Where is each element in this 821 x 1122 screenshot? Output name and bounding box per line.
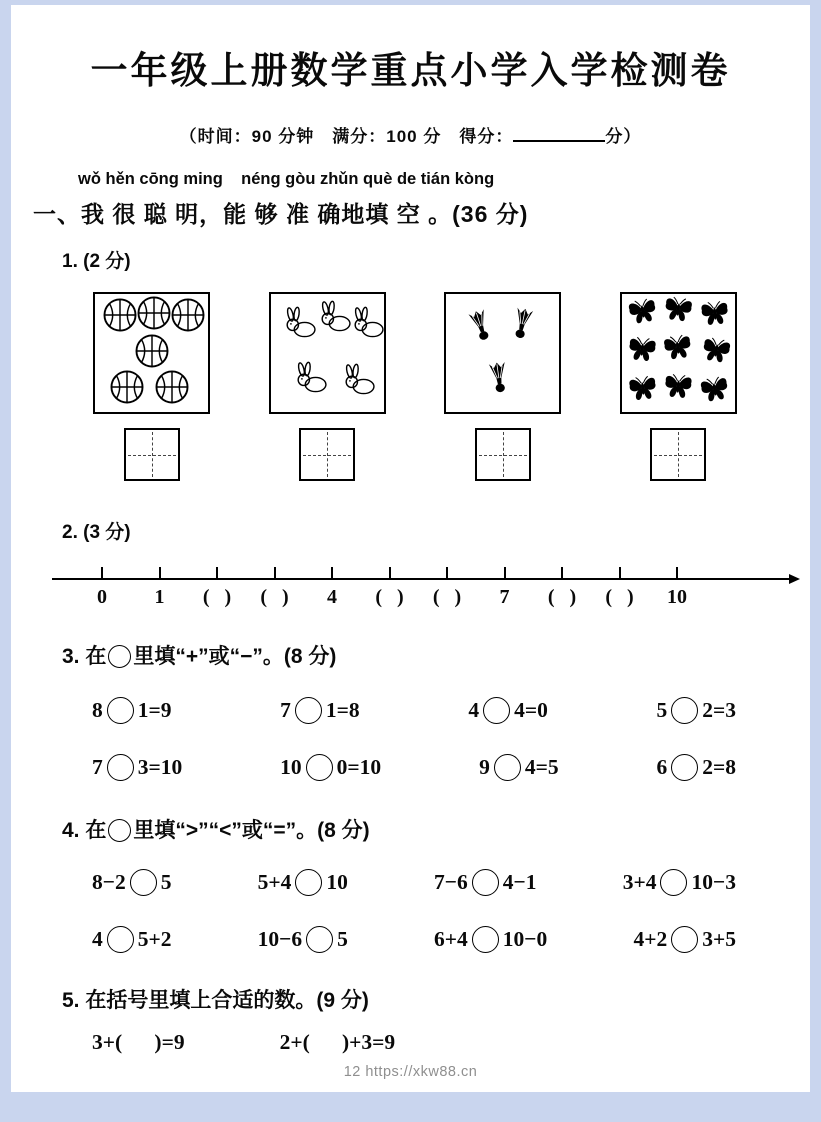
equation-right: 5 <box>160 869 172 894</box>
equation-right: 10−0 <box>502 926 548 951</box>
answer-circle <box>107 926 134 953</box>
q5-equation: 3+( )=9 <box>92 1030 185 1054</box>
number-line-label: ( ) <box>260 586 289 608</box>
shuttlecock-icon <box>464 307 499 347</box>
answer-circle <box>671 754 698 781</box>
number-line-label: 10 <box>667 586 687 608</box>
q1-picture-groups <box>93 292 737 481</box>
butterfly-icon <box>660 332 698 366</box>
answer-circle <box>472 926 499 953</box>
page-footer: 12 https://xkw88.cn <box>343 1064 478 1080</box>
number-line-label: 1 <box>154 586 165 608</box>
q1-group <box>444 292 561 481</box>
q3-heading-pre: 3. 在 <box>62 645 107 668</box>
equation-right: 2=3 <box>702 697 736 722</box>
equation-right: 1=8 <box>325 697 360 722</box>
answer-circle <box>671 697 698 724</box>
equation-right: 2=8 <box>702 754 736 779</box>
number-line-tick <box>446 567 448 579</box>
equation-left: 6+4 <box>434 926 468 951</box>
answer-box-dash-vertical <box>678 432 679 477</box>
equation-right: 10−3 <box>691 869 736 894</box>
q4-heading-post: 里填“>”“<”或“=”。(8 分) <box>133 819 370 842</box>
q4-equation <box>623 869 736 896</box>
butterfly-icon <box>625 373 662 406</box>
butterfly-icon <box>696 334 735 369</box>
answer-circle <box>295 697 322 724</box>
number-line-tick <box>331 567 333 579</box>
q3-equation <box>280 697 360 724</box>
number-line-label: ( ) <box>547 586 577 608</box>
butterfly-icon <box>660 293 698 327</box>
answer-circle <box>306 926 333 953</box>
answer-circle <box>483 697 510 724</box>
q4-equation <box>258 926 348 953</box>
number-line-label: 7 <box>499 586 510 608</box>
rabbit-icon <box>347 306 385 338</box>
rabbit-icon <box>338 363 376 395</box>
q1-group <box>93 292 210 481</box>
q4-row <box>92 866 736 898</box>
number-line-label: ( ) <box>375 586 404 608</box>
q3-row <box>92 751 736 783</box>
basketball-icon <box>154 369 190 405</box>
q5-items <box>92 1030 395 1055</box>
exam-meta-line <box>0 122 821 147</box>
q1-picture-box <box>444 292 561 414</box>
q4-equation <box>633 926 736 953</box>
number-line-label: 4 <box>327 586 337 608</box>
basketball-icon <box>134 333 170 369</box>
q4-equation <box>434 926 547 953</box>
number-line-tick <box>561 567 563 579</box>
q5-equation: 2+( )+3=9 <box>279 1030 396 1054</box>
answer-box-dash-vertical <box>152 432 153 477</box>
equation-right: 4−1 <box>502 869 537 894</box>
number-line-tick <box>676 567 678 579</box>
equation-right: 4=0 <box>514 697 548 722</box>
q5-heading: 5. 在括号里填上合适的数。(9 分) <box>62 989 369 1012</box>
rabbit-icon <box>279 306 317 338</box>
q3-equation <box>468 697 548 724</box>
q1-picture-box <box>620 292 737 414</box>
q3-equation <box>92 697 172 724</box>
butterfly-icon <box>695 373 734 408</box>
answer-circle <box>130 869 157 896</box>
equation-right: 10 <box>326 869 348 894</box>
section-one-heading: 一、我 很 聪 明，能 够 准 确地填 空 。(36 分) <box>33 201 529 227</box>
number-line-tick <box>619 567 621 579</box>
q3-equation <box>92 754 182 781</box>
basketball-icon <box>102 297 138 333</box>
shuttlecock-icon <box>506 305 539 344</box>
equation-left: 7 <box>280 697 291 722</box>
number-line-arrow-icon <box>789 574 800 584</box>
q1-label: 1. (2 分) <box>62 251 131 272</box>
butterfly-icon <box>696 299 732 332</box>
equation-left: 8 <box>92 697 103 722</box>
shuttlecock-icon <box>484 360 514 397</box>
q4-row <box>92 923 736 955</box>
number-line-label: ( ) <box>432 586 462 608</box>
number-line-tick <box>504 567 506 579</box>
equation-right: 4=5 <box>524 754 559 779</box>
equation-left: 7−6 <box>434 869 468 894</box>
q3-equations <box>92 694 736 808</box>
equation-right: 5 <box>337 926 348 951</box>
q1-answer-box <box>650 428 706 481</box>
number-line-tick <box>389 567 391 579</box>
equation-right: 3+5 <box>702 926 736 951</box>
q1-answer-box <box>299 428 355 481</box>
equation-left: 10−6 <box>257 926 303 951</box>
equation-left: 7 <box>92 754 103 779</box>
q3-equation <box>656 697 736 724</box>
number-line-label: ( ) <box>202 586 232 608</box>
equation-left: 5+4 <box>257 869 292 894</box>
pinyin-line: wǒ hěn cōng ming néng gòu zhǔn què de tián kòng <box>78 170 495 188</box>
number-line-tick <box>216 567 218 579</box>
equation-left: 3+4 <box>622 869 657 894</box>
q2-label: 2. (3 分) <box>62 522 131 543</box>
q3-row <box>92 694 736 726</box>
rabbit-icon <box>290 361 328 393</box>
equation-left: 8−2 <box>92 869 126 894</box>
basketball-icon <box>170 297 206 333</box>
equation-right: 3=10 <box>137 754 183 779</box>
equation-left: 4+2 <box>633 926 668 951</box>
butterfly-icon <box>624 334 661 367</box>
page-title: 一年级上册数学重点小学入学检测卷 <box>90 50 731 91</box>
equation-right: 0=10 <box>336 754 382 779</box>
q1-picture-box <box>269 292 386 414</box>
blank-circle-icon <box>108 819 131 842</box>
number-line-tick <box>101 567 103 579</box>
exam-meta-suffix: 分） <box>605 127 642 146</box>
score-blank-line <box>513 127 605 142</box>
equation-right: 1=9 <box>137 697 172 722</box>
equation-left: 10 <box>280 754 302 779</box>
number-line-label: 0 <box>97 586 107 608</box>
blank-circle-icon <box>108 645 131 668</box>
answer-circle <box>306 754 333 781</box>
answer-circle <box>660 869 687 896</box>
q4-equation <box>258 869 348 896</box>
q4-heading <box>62 814 370 844</box>
answer-circle <box>472 869 499 896</box>
q4-equations <box>92 866 736 980</box>
butterfly-icon <box>660 372 696 405</box>
q1-answer-box <box>124 428 180 481</box>
answer-circle <box>295 869 322 896</box>
q3-equation <box>280 754 381 781</box>
equation-left: 6 <box>656 754 668 779</box>
q1-picture-box <box>93 292 210 414</box>
answer-box-dash-vertical <box>503 432 504 477</box>
equation-left: 5 <box>656 697 668 722</box>
q4-heading-pre: 4. 在 <box>62 819 107 842</box>
equation-right: 5+2 <box>137 926 172 951</box>
q1-answer-box <box>475 428 531 481</box>
answer-box-dash-vertical <box>327 432 328 477</box>
q1-group <box>620 292 737 481</box>
equation-left: 4 <box>92 926 103 951</box>
number-line-tick <box>274 567 276 579</box>
equation-left: 4 <box>468 697 480 722</box>
q4-equation <box>92 926 172 953</box>
basketball-icon <box>136 295 172 331</box>
q3-equation <box>656 754 736 781</box>
q3-heading-post: 里填“+”或“−”。(8 分) <box>133 645 337 668</box>
q1-group <box>269 292 386 481</box>
answer-circle <box>671 926 698 953</box>
butterfly-icon <box>624 295 663 330</box>
number-line-label: ( ) <box>605 586 634 608</box>
answer-circle <box>494 754 521 781</box>
number-line-tick <box>159 567 161 579</box>
q3-equation <box>479 754 559 781</box>
answer-circle <box>107 697 134 724</box>
answer-circle <box>107 754 134 781</box>
number-line <box>52 548 800 618</box>
basketball-icon <box>109 369 145 405</box>
q4-equation <box>92 869 172 896</box>
equation-left: 9 <box>479 754 490 779</box>
number-line-axis <box>52 578 792 580</box>
q4-equation <box>434 869 537 896</box>
exam-meta-text: （时间：90 分钟 满分：100 分 得分： <box>179 127 514 146</box>
q3-heading <box>62 640 336 670</box>
